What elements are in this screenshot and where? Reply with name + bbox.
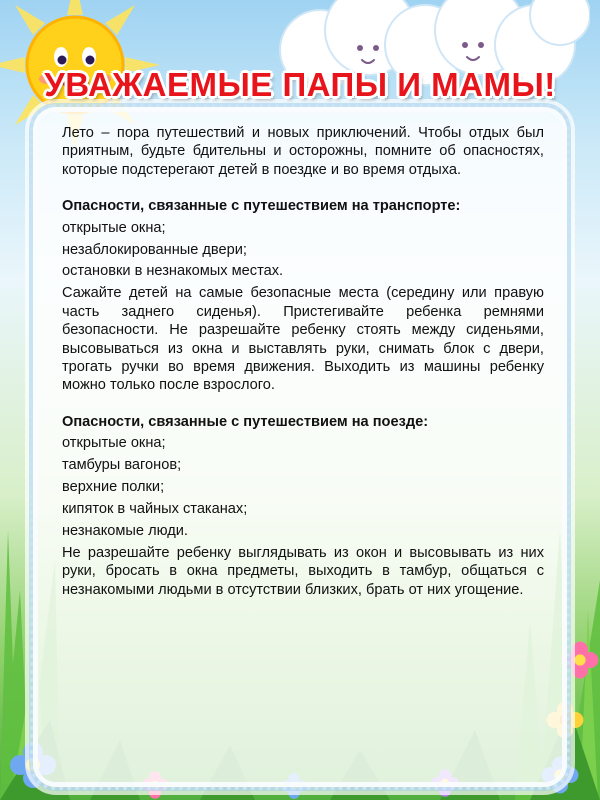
list-item: тамбуры вагонов; — [62, 457, 182, 474]
list-item: кипяток в чайных стаканах; — [62, 500, 248, 517]
list-item: верхние полки; — [62, 479, 165, 495]
transport-heading: Опасности, связанные с путешествием на транспорте: — [62, 198, 461, 215]
list-item: незнакомые люди. — [62, 522, 188, 539]
article — [62, 124, 544, 599]
train-advice: Не разрешайте ребенку выглядывать из окон и высовывать из них руки, бросать в окна предметы, выходить в тамбур, общаться с незнакомыми людьми в отсутствии близких, брать от них угощение. — [62, 544, 544, 598]
transport-advice: Сажайте детей на самые безопасные места (середину или правую часть заднего сиденья). Пристегивайте ребенка ремнями безопасности. Не разрешайте ребенку стоять между сиденьями, высовываться из окна и выставлять руки, снимать блок с двери, трогать ручки во время движения. Выходить из машины ребенку можно только после взрослого. — [62, 285, 544, 394]
list-item: незаблокированные двери; — [62, 241, 247, 258]
intro-paragraph: Лето – пора путешествий и новых приключений. Чтобы отдых был приятным, будьте бдительны и осторожны, помните об опасностях, которые подстерегают детей в поездке и во время отдыха. — [62, 125, 544, 178]
list-item: остановки в незнакомых местах. — [62, 263, 284, 280]
page-title: УВАЖАЕМЫЕ ПАПЫ И МАМЫ! — [44, 66, 556, 103]
list-item: открытые окна; — [62, 435, 166, 452]
train-heading: Опасности, связанные с путешествием на поезде: — [62, 413, 429, 430]
list-item: открытые окна; — [62, 219, 166, 236]
